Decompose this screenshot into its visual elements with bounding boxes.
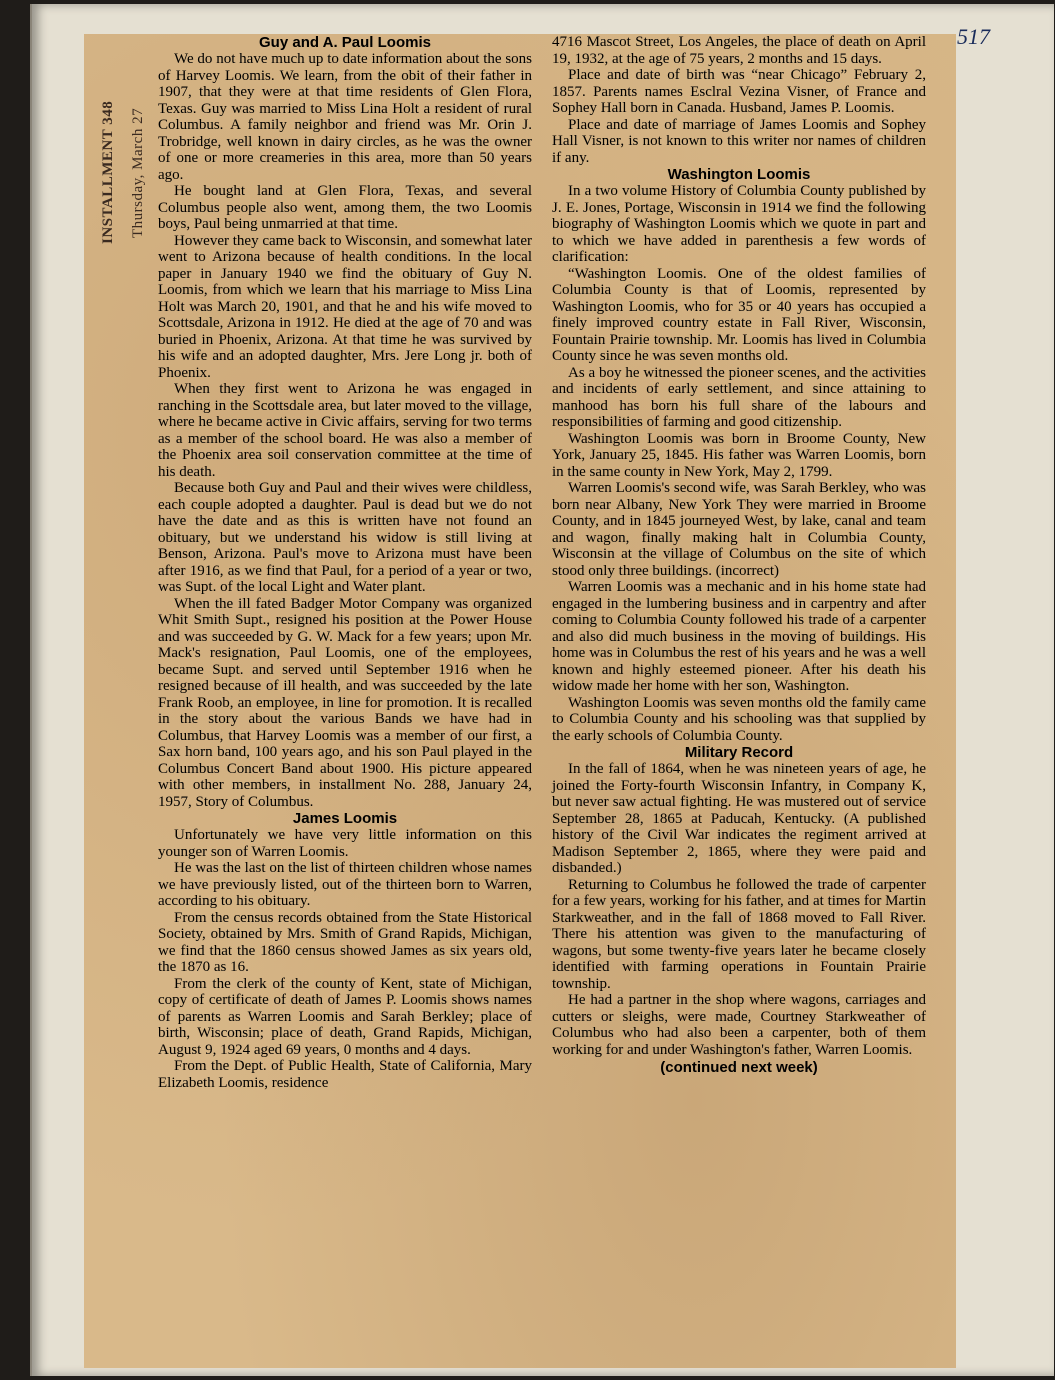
paragraph: Warren Loomis's second wife, was Sarah Berkley, who was born near Albany, New York They were married in Broome County, and in 1845 journeyed West, by lake, canal and team and wagon, finally making halt in Columbia County, Wisconsin at the village of Columbus on the site of which stood only three buildings. (incorrect): [552, 480, 926, 579]
paragraph: 4716 Mascot Street, Los Angeles, the place of death on April 19, 1932, at the age of 75 years, 2 months and 15 days.: [552, 34, 926, 67]
paragraph: However they came back to Wisconsin, and somewhat later went to Arizona because of health conditions. In the local paper in January 1940 we find the obituary of Guy N. Loomis, from which we learn that his marriage to Miss Lina Holt was March 20, 1901, and that he and his wife moved to Scottsdale, Arizona in 1912. He died at the age of 70 and was buried in Phoenix, Arizona. At that time he was survived by his wife and an adopted daughter, Mrs. Jere Long jr. both of Phoenix.: [158, 232, 532, 381]
paragraph: Unfortunately we have very little information on this younger son of Warren Loomis.: [158, 827, 532, 860]
paragraph: Place and date of marriage of James Loomis and Sophey Hall Visner, is not known to this writer nor names of children if any.: [552, 116, 926, 166]
paragraph: Returning to Columbus he followed the trade of carpenter for a few years, working for his father, and at times for Martin Starkweather, and in the fall of 1868 moved to Fall River. There his attention was given to the manufacturing of wagons, but some twenty-five years later he became closely identified with farming operations in Fountain Prairie township.: [552, 876, 926, 992]
paragraph: From the census records obtained from the State Historical Society, obtained by Mrs. Smith of Grand Rapids, Michigan, we find that the 1860 census showed James as six years old, the 1870 as 16.: [158, 909, 532, 975]
paragraph: In a two volume History of Columbia County published by J. E. Jones, Portage, Wisconsin in 1914 we find the following biography of Washington Loomis which we quote in part and to which we have added in parenthesis a few words of clarification:: [552, 183, 926, 265]
paragraph: Warren Loomis was a mechanic and in his home state had engaged in the lumbering business and in carpentry and after coming to Columbia County followed his trade of a carpenter and also did much business in the moving of buildings. His home was in Columbus the rest of his years and he was a well known and highly esteemed pioneer. After his death his widow made her home with her son, Washington.: [552, 579, 926, 694]
paragraph: When they first went to Arizona he was engaged in ranching in the Scottsdale area, but later moved to the village, where he became active in Civic affairs, serving for two terms as a member of the school board. He was also a member of the Phoenix area soil conservation committee at the time of his death.: [158, 381, 532, 480]
paragraph: From the clerk of the county of Kent, state of Michigan, copy of certificate of death of James P. Loomis shows names of parents as Warren Loomis and Sarah Berkley; place of birth, Wisconsin; place of death, Grand Rapids, Michigan, August 9, 1924 aged 69 years, 0 months and 4 days.: [158, 975, 532, 1058]
heading-guy-paul: Guy and A. Paul Loomis: [259, 34, 431, 51]
paragraph: We do not have much up to date information about the sons of Harvey Loomis. We learn, from the obit of their father in 1907, that they were at that time residents of Glen Flora, Texas. Guy was married to Miss Lina Holt a resident of rural Columbus. A family neighbor and friend was Mr. Orin J. Trobridge, well known in dairy circles, as he was the owner of one or more creameries in this area, more than 50 years ago.: [158, 51, 532, 183]
heading-james: James Loomis: [292, 810, 398, 827]
paragraph: He was the last on the list of thirteen children whose names we have previously listed, out of the thirteen born to Warren, according to his obituary.: [158, 860, 532, 909]
paragraph: Because both Guy and Paul and their wives were childless, each couple adopted a daughter. Paul is dead but we do not have the date and as this is written have not found an obituary, but we understand his widow is still living at Benson, Arizona. Paul's move to Arizona must have been after 1916, as we find that Paul, for a period of a year or two, was Supt. of the local Light and Water plant.: [158, 480, 532, 595]
paragraph: He had a partner in the shop where wagons, carriages and cutters or sleighs, were made, Courtney Starkweather of Columbus who had also been a carpenter, both of them working for and under Washington's father, Warren Loomis.: [552, 992, 926, 1058]
paragraph: In the fall of 1864, when he was nineteen years of age, he joined the Forty-fourth Wisconsin Infantry, in Company K, but never saw actual fighting. He was mustered out of service September 28, 1865 at Paducah, Kentucky. (A published history of the Civil War indicates the regiment arrived at Madison September 2, 1865, where they were paid and disbanded.): [552, 761, 926, 876]
paragraph: Place and date of birth was “near Chicago” February 2, 1857. Parents names Esclral Vezina Visner, of France and Sophey Hall born in Canada. Husband, James P. Loomis.: [552, 67, 926, 116]
installment-label: INSTALLMENT 348: [100, 100, 116, 244]
paragraph: He bought land at Glen Flora, Texas, and several Columbus people also went, among them, the two Loomis boys, Paul being unmarried at that time.: [158, 183, 532, 232]
heading-military: Military Record: [684, 744, 794, 761]
page-number: 517: [957, 24, 990, 49]
date-label: Thursday, March 27: [130, 107, 146, 238]
continued-note: (continued next week): [660, 1059, 818, 1076]
paragraph: As a boy he witnessed the pioneer scenes, and the activities and incidents of early settlement, and since attaining to manhood has born his full share of the labours and responsibilities of farming and good citizenship.: [552, 364, 926, 430]
right-column: [552, 34, 926, 1077]
left-column: [158, 34, 532, 1091]
heading-washington: Washington Loomis: [667, 166, 811, 183]
paragraph: “Washington Loomis. One of the oldest families of Columbia County is that of Loomis, represented by Washington Loomis, who for 35 or 40 years has occupied a finely improved country estate in Fall River, Wisconsin, Fountain Prairie township. Mr. Loomis has lived in Columbia County since he was seven months old.: [552, 265, 926, 364]
paragraph: Washington Loomis was born in Broome County, New York, January 25, 1845. His father was Warren Loomis, born in the same county in New York, May 2, 1799.: [552, 430, 926, 480]
paragraph: Washington Loomis was seven months old the family came to Columbia County and his schooling was that supplied by the early schools of Columbia County.: [552, 694, 926, 744]
paragraph: From the Dept. of Public Health, State of California, Mary Elizabeth Loomis, residence: [158, 1058, 532, 1091]
paragraph: When the ill fated Badger Motor Company was organized Whit Smith Supt., resigned his position at the Power House and was succeeded by G. W. Mack for a few years; upon Mr. Mack's resignation, Paul Loomis, one of the employees, became Supt. and served until September 1916 when he resigned because of ill health, and was succeeded by the late Frank Roob, an employee, in line for promotion. It is recalled in the story about the various Bands we have had in Columbus, that Harvey Loomis was a member of our first, a Sax horn band, 100 years ago, and his son Paul played in the Columbus Concert Band about 1900. His picture appeared with other members, in installment No. 288, January 24, 1957, Story of Columbus.: [158, 595, 532, 810]
